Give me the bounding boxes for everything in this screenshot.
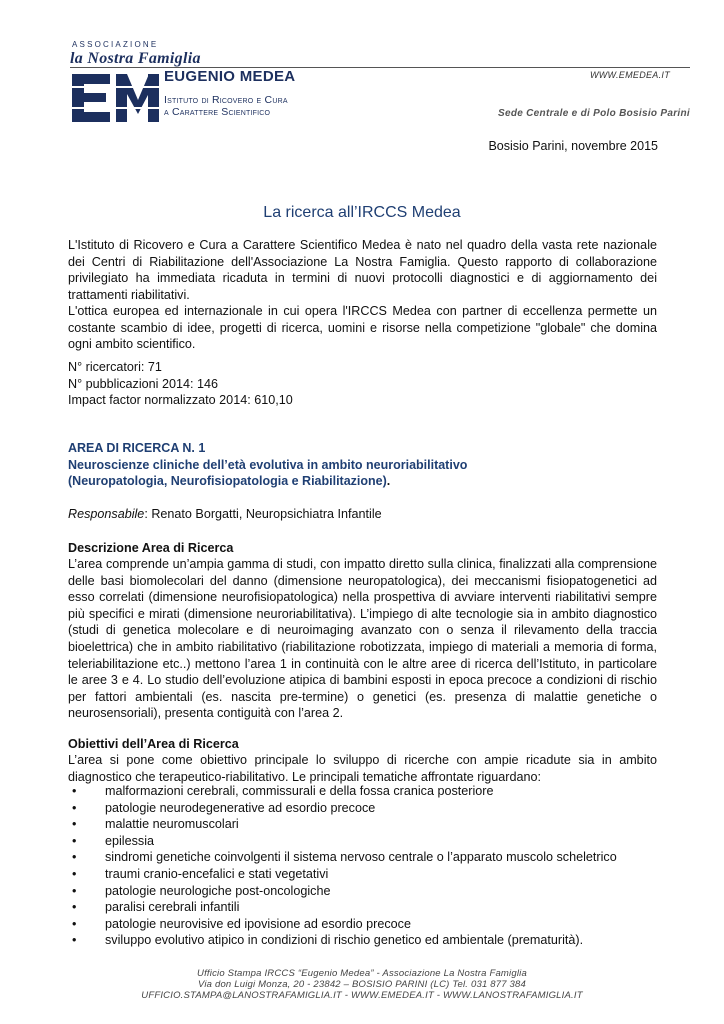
stat-pubblicazioni: N° pubblicazioni 2014: 146 xyxy=(68,377,218,391)
footer-line-2: Via don Luigi Monza, 20 - 23842 – BOSISIO PARINI (LC) Tel. 031 877 384 xyxy=(197,979,527,990)
list-item: • malattie neuromuscolari xyxy=(72,817,239,832)
bullet-icon: • xyxy=(72,817,77,832)
institute-line-1: Istituto di Ricovero e Cura xyxy=(164,94,288,106)
header-sede: Sede Centrale e di Polo Bosisio Parini xyxy=(497,108,690,119)
institute-description xyxy=(164,94,288,118)
bullet-icon: • xyxy=(72,850,77,865)
area-subtitle-2-period: . xyxy=(386,474,391,489)
obiettivi-text: L’area si pone come obiettivo principale lo sviluppo di ricerche con ampie ricadute sia in ambito diagnostico che terapeutico-riabilitativo. Le principali tematiche affrontate riguardano: xyxy=(68,753,657,784)
association-name: la Nostra Famiglia xyxy=(70,50,201,67)
intro-paragraph-1: L'Istituto di Ricovero e Cura a Carattere Scientifico Medea è nato nel quadro della vasta rete nazionale dei Centri di Riabilitazione dell'Associazione La Nostra Famiglia. Questo rapporto di collaborazione privilegiato ha immediata ricaduta in termini di nuovi protocolli diagnostici e di aggiornamento dei trattamenti riabilitativi. xyxy=(68,238,657,302)
list-item: • sviluppo evolutivo atipico in condizioni di rischio genetico ed ambientale (prematurità). xyxy=(72,933,584,948)
stat-ricercatori: N° ricercatori: 71 xyxy=(68,360,162,374)
footer xyxy=(0,968,724,1001)
topics-list xyxy=(68,783,668,949)
area-subtitle-1: Neuroscienze cliniche dell’età evolutiva in ambito neuroriabilitativo xyxy=(68,457,468,472)
list-item: • patologie neurologiche post-oncologiche xyxy=(72,883,331,898)
area-heading: AREA DI RICERCA N. 1 xyxy=(68,441,206,455)
area-heading-block xyxy=(68,440,467,490)
obiettivi-heading: Obiettivi dell’Area di Ricerca xyxy=(68,737,239,751)
bullet-icon: • xyxy=(72,833,77,848)
page-title: La ricerca all’IRCCS Medea xyxy=(263,204,461,221)
area-subtitle-2: (Neuropatologia, Neurofisiopatologia e Riabilitazione) xyxy=(68,474,387,489)
list-item: • patologie neurodegenerative ad esordio precoce xyxy=(72,800,376,815)
area-subtitle-2-line xyxy=(68,473,467,490)
descrizione-text: L’area comprende un’ampia gamma di studi, con impatto diretto sulla clinica, finalizzati alla comprensione delle basi biomolecolari del danno (dimensione neuropatologica), dei meccanismi fisiopatogenetici ad esso correlati (dimensione neurofisiopatologica) nella prospettiva di avviare interventi riabilitativi sempre più specifici e mirati (dimensione neuroriabilitativa). L’impiego di alte tecnologie sia in ambito diagnostico (studi di genetica molecolare e di neuroimaging avanzato con o senza il rilevamento della traccia bioelettrica) che in ambito riabilitativo (riabilitazione robotizzata, impiego di materiali a memoria di forma, teleriabilitazione etc..) mettono l’area 1 in continuità con le altre aree di ricerca dell’Istituto, in particolare le aree 3 e 4. Lo studio dell’evoluzione atipica di bambini esposti in epoca precoce a condizioni di rischio per fattori ambientali (es. nascita pre-termine) o genetici (es. presenza di malattie genetiche o neurosensoriali), presenta contiguità con l’area 2. xyxy=(68,557,657,721)
list-item: • malformazioni cerebrali, commissurali e della fossa cranica posteriore xyxy=(72,784,494,798)
responsabile-value: : Renato Borgatti, Neuropsichiatra Infantile xyxy=(144,507,382,521)
list-item: • paralisi cerebrali infantili xyxy=(72,900,240,915)
bullet-icon: • xyxy=(72,866,77,881)
bullet-icon: • xyxy=(72,900,77,915)
institute-line-2: a Carattere Scientifico xyxy=(164,106,271,118)
bullet-icon: • xyxy=(72,784,77,798)
intro-paragraph-2: L'ottica europea ed internazionale in cui opera l'IRCCS Medea con partner di eccellenza permette un costante scambio di idee, progetti di ricerca, uomini e risorse nella competizione "globale" che domina ogni ambito scientifico. xyxy=(68,304,657,352)
header-divider xyxy=(70,67,690,68)
bullet-icon: • xyxy=(72,933,77,948)
association-label: ASSOCIAZIONE xyxy=(72,40,159,49)
em-logo-icon xyxy=(70,70,162,126)
header-website: WWW.EMEDEA.IT xyxy=(589,70,670,80)
responsabile-label: Responsabile xyxy=(68,507,145,521)
list-item: • patologie neurovisive ed ipovisione ad esordio precoce xyxy=(72,916,411,931)
list-item: • epilessia xyxy=(72,833,155,848)
document-date: Bosisio Parini, novembre 2015 xyxy=(488,139,658,153)
responsabile-line xyxy=(68,506,382,523)
list-item: • traumi cranio-encefalici e stati vegetativi xyxy=(72,866,329,881)
footer-line-1: Ufficio Stampa IRCCS “Eugenio Medea” - Associazione La Nostra Famiglia xyxy=(197,968,527,979)
bullet-icon: • xyxy=(72,916,77,931)
bullet-icon: • xyxy=(72,800,77,815)
stat-impact-factor: Impact factor normalizzato 2014: 610,10 xyxy=(68,393,293,407)
list-item: • sindromi genetiche coinvolgenti il sistema nervoso centrale o l’apparato muscolo scheletrico xyxy=(72,850,617,865)
descrizione-heading: Descrizione Area di Ricerca xyxy=(68,541,234,555)
footer-line-3: UFFICIO.STAMPA@LANOSTRAFAMIGLIA.IT - WWW.EMEDEA.IT - WWW.LANOSTRAFAMIGLIA.IT xyxy=(141,990,583,1001)
bullet-icon: • xyxy=(72,883,77,898)
institute-name: EUGENIO MEDEA xyxy=(164,68,296,85)
